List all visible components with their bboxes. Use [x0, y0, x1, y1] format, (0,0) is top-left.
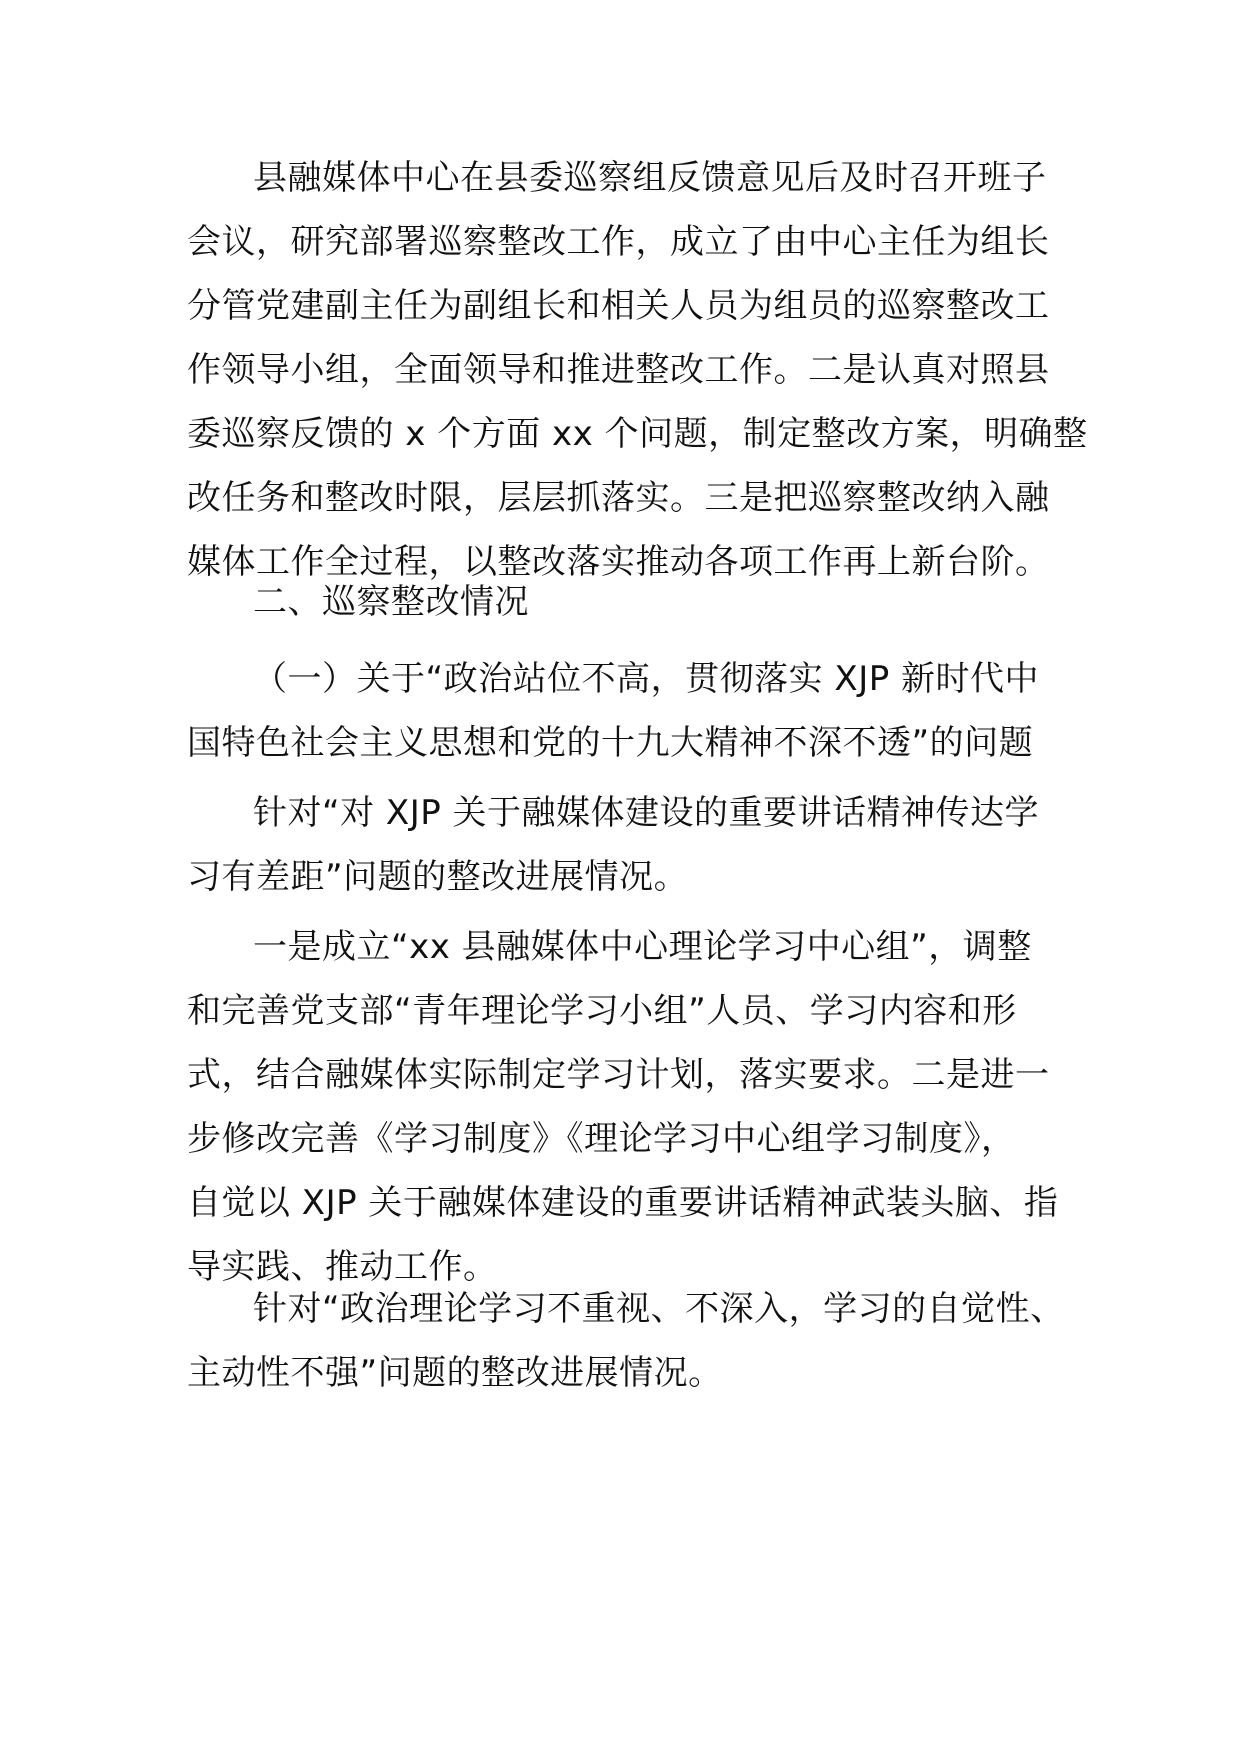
paragraph-line: 会议，研究部署巡察整改工作，成立了由中心主任为组长 — [187, 222, 1050, 262]
body-paragraph — [187, 781, 1067, 909]
paragraph-line: 分管党建副主任为副组长和相关人员为组员的巡察整改工 — [187, 286, 1050, 326]
paragraph-line: 针对“对 XJP 关于融媒体建设的重要讲话精神传达学 — [253, 793, 1040, 833]
paragraph-line: 媒体工作全过程，以整改落实推动各项工作再上新台阶。 — [187, 542, 1050, 582]
paragraph-line: 步修改完善《学习制度》《理论学习中心组学习制度》， — [187, 1119, 1016, 1159]
paragraph-line: 国特色社会主义思想和党的十九大精神不深不透”的问题 — [187, 723, 1034, 763]
paragraph-line: 一是成立“xx 县融媒体中心理论学习中心组”，调整 — [253, 927, 1032, 967]
paragraph-line: 和完善党支部“青年理论学习小组”人员、学习内容和形 — [187, 991, 1017, 1031]
section-heading — [187, 570, 1067, 634]
body-paragraph — [187, 146, 1088, 594]
paragraph-line: 导实践、推动工作。 — [187, 1247, 498, 1287]
paragraph-line: 自觉以 XJP 关于融媒体建设的重要讲话精神武装头脑、指 — [187, 1183, 1059, 1223]
paragraph-line: 委巡察反馈的 x 个方面 xx 个问题，制定整改方案，明确整 — [187, 414, 1088, 454]
paragraph-line: 作领导小组，全面领导和推进整改工作。二是认真对照县 — [187, 350, 1050, 390]
subsection-heading — [187, 647, 1067, 775]
paragraph-line: 县融媒体中心在县委巡察组反馈意见后及时召开班子 — [253, 158, 1047, 198]
body-paragraph — [187, 915, 1067, 1299]
paragraph-line: 式，结合融媒体实际制定学习计划，落实要求。二是进一 — [187, 1055, 1050, 1095]
paragraph-line: 改任务和整改时限，层层抓落实。三是把巡察整改纳入融 — [187, 478, 1050, 518]
paragraph-line: 主动性不强”问题的整改进展情况。 — [187, 1353, 723, 1393]
paragraph-line: 习有差距”问题的整改进展情况。 — [187, 857, 689, 897]
paragraph-line: 针对“政治理论学习不重视、不深入，学习的自觉性、 — [253, 1289, 1065, 1329]
section-heading-text: 二、巡察整改情况 — [253, 582, 529, 622]
body-paragraph — [187, 1277, 1067, 1405]
paragraph-line: （一）关于“政治站位不高，贯彻落实 XJP 新时代中 — [253, 659, 1040, 699]
